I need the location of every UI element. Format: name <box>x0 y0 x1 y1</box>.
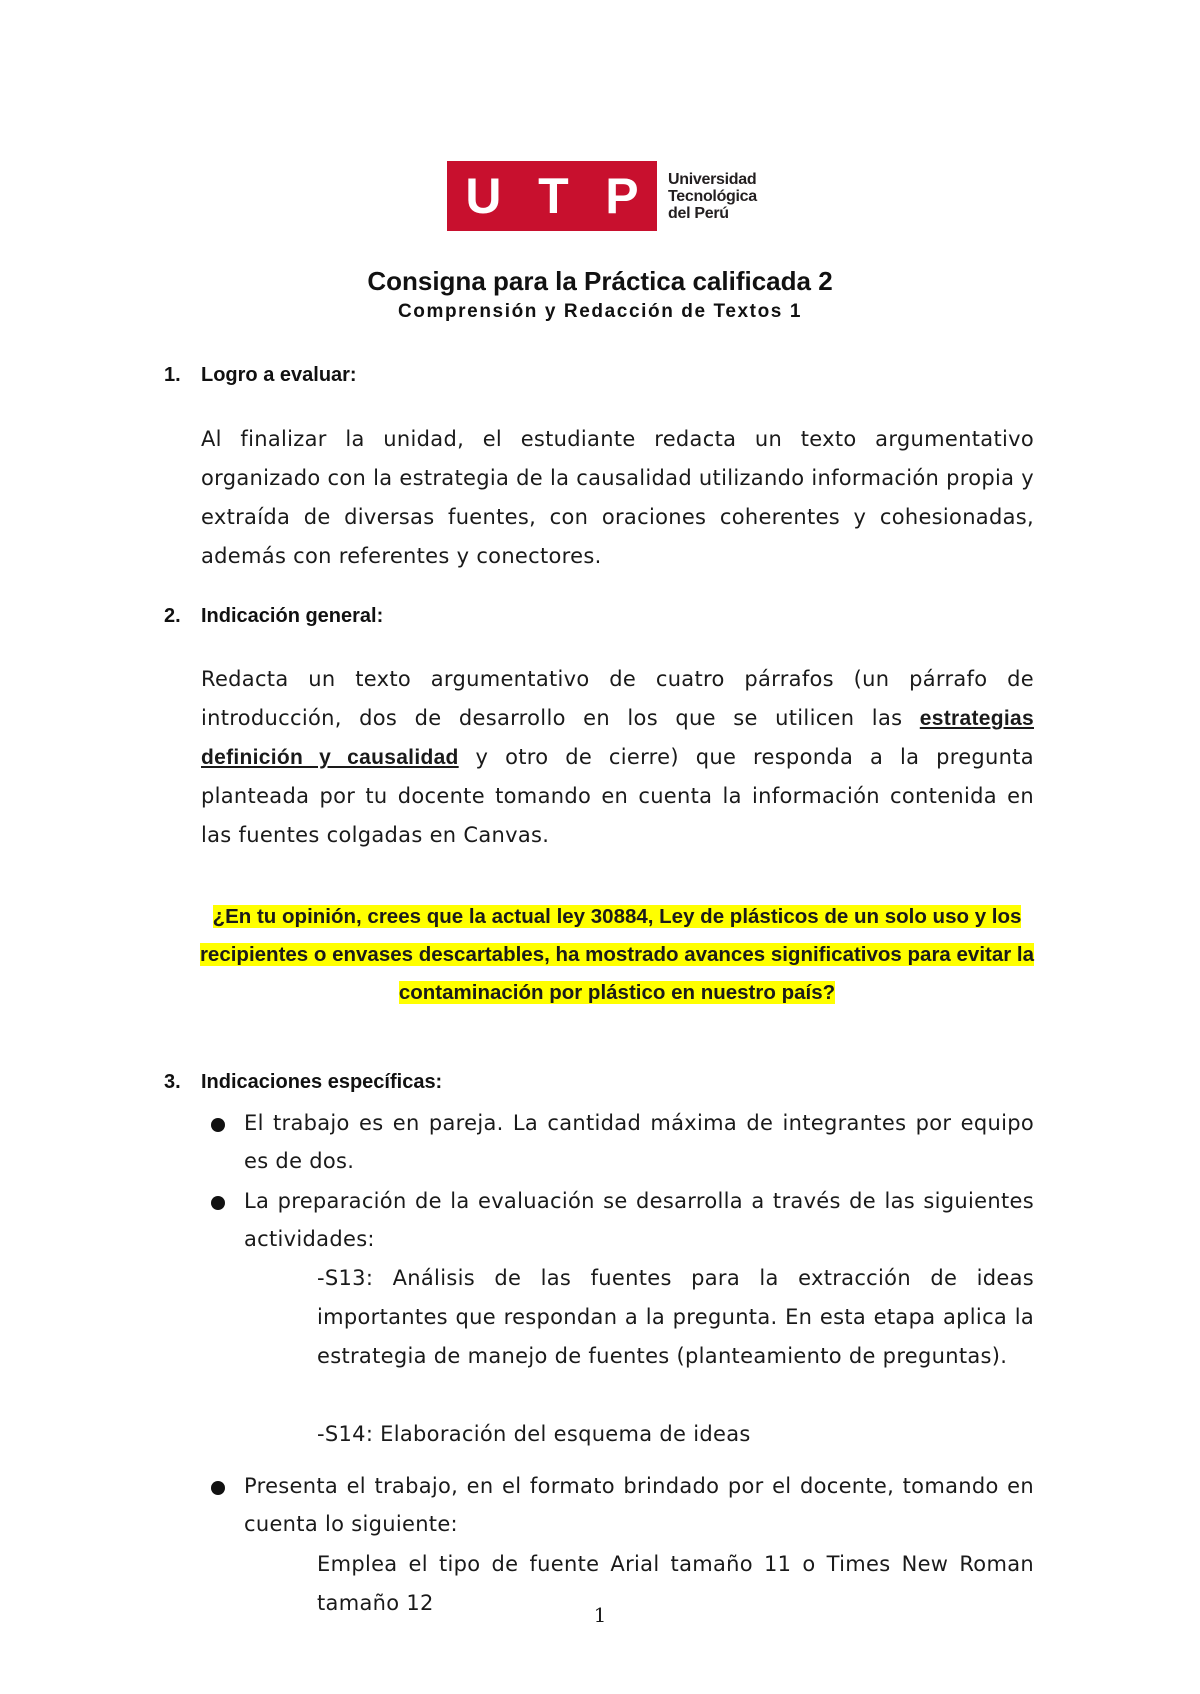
bullet-icon <box>211 1481 225 1495</box>
activity-item: -S13: Análisis de las fuentes para la extracción de ideas importantes que respondan a la pregunta. En esta etapa aplica la estrategia de manejo de fuentes (planteamiento de preguntas). <box>317 1266 1034 1368</box>
page-number: 1 <box>593 1603 607 1627</box>
logo-letter-p: P <box>605 168 639 224</box>
list-item-text: El trabajo es en pareja. La cantidad máxima de integrantes por equipo es de dos. <box>244 1111 1034 1173</box>
logo-university-name <box>668 171 757 222</box>
logo-letters-box <box>447 161 657 231</box>
section-heading-text: Logro a evaluar: <box>201 364 357 386</box>
list-item-text: La preparación de la evaluación se desarrolla a través de las siguientes actividades: <box>244 1189 1034 1251</box>
logo-letter-t: T <box>538 168 569 224</box>
bullet-icon <box>211 1196 225 1210</box>
logro-paragraph: Al finalizar la unidad, el estudiante redacta un texto argumentativo organizado con la estrategia de la causalidad utilizando información propia y extraída de diversas fuentes, con oraciones coherentes y cohesionadas, además con referentes y conectores. <box>201 427 1035 568</box>
list-item <box>244 1104 1034 1180</box>
question-text: ¿En tu opinión, crees que la actual ley 30884, Ley de plásticos de un solo uso y los recipientes o envases descartables, ha mostrado avances significativos para evitar la contaminación por plástico en nuestro país? <box>199 905 1035 1004</box>
section-heading-logro <box>164 364 357 387</box>
document-subtitle: Comprensión y Redacción de Textos 1 <box>397 301 803 322</box>
logo-text-line: Tecnológica <box>668 187 757 205</box>
logo-text-line: Universidad <box>668 170 757 188</box>
list-item <box>244 1182 1034 1258</box>
logo-letter-u: U <box>465 168 502 224</box>
paragraph-text: Redacta un texto argumentativo de cuatro párrafos (un párrafo de introducción, dos de desarrollo en los que se utilicen las <box>201 667 1034 730</box>
section-number: 1. <box>164 364 181 386</box>
section-number: 3. <box>164 1071 181 1093</box>
activity-item: -S14: Elaboración del esquema de ideas <box>317 1422 751 1446</box>
utp-logo <box>447 161 757 231</box>
logo-text-line: del Perú <box>668 204 729 222</box>
sub-list-item-text: Emplea el tipo de fuente Arial tamaño 11 o Times New Roman tamaño 12 <box>317 1552 1034 1615</box>
underlined-strategies: estrategias definición y causalidad <box>201 707 1034 769</box>
paragraph-text: y otro de cierre) que responda a la pregunta planteada por tu docente tomando en cuenta la información contenida en las fuentes colgadas en Canvas. <box>201 745 1034 847</box>
list-item-text: Presenta el trabajo, en el formato brindado por el docente, tomando en cuenta lo siguiente: <box>244 1474 1034 1536</box>
bullet-icon <box>211 1118 225 1132</box>
section-heading-text: Indicación general: <box>201 605 384 627</box>
section-heading-text: Indicaciones específicas: <box>201 1071 443 1093</box>
section-heading-indicacion-general <box>164 605 384 628</box>
section-heading-indicaciones-especificas <box>164 1071 443 1094</box>
highlighted-question <box>180 898 1054 1012</box>
indicacion-general-paragraph <box>201 660 1034 855</box>
section-number: 2. <box>164 605 181 627</box>
list-item <box>244 1467 1034 1543</box>
document-title: Consigna para la Práctica calificada 2 <box>367 266 833 296</box>
